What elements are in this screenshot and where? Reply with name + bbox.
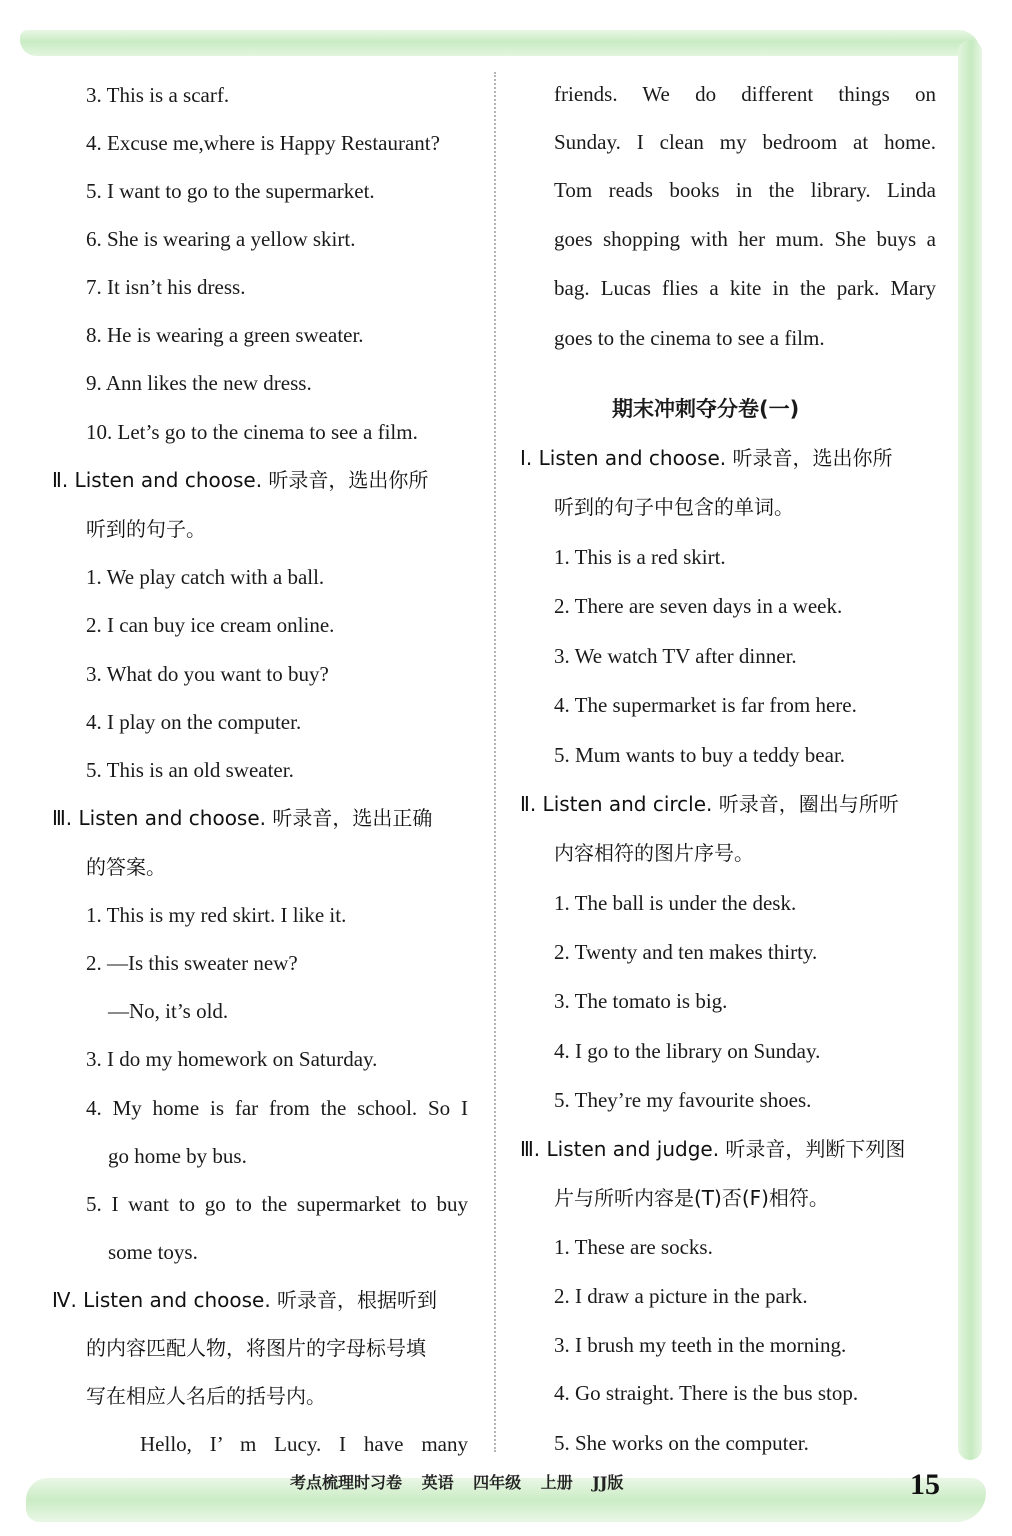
section-heading-continued: 内容相符的图片序号。	[554, 841, 754, 865]
list-item: 5. They’re my favourite shoes.	[554, 1088, 812, 1112]
list-item: some toys.	[108, 1240, 198, 1264]
section-heading-continued: 听到的句子。	[86, 517, 206, 541]
story-text: bag. Lucas flies a kite in the park. Mary	[554, 276, 936, 300]
footer-book-info: 考点梳理时习卷 英语 四年级 上册 JJ版	[290, 1473, 624, 1492]
list-item: 1. We play catch with a ball.	[86, 565, 325, 589]
list-item: 2. I can buy ice cream online.	[86, 613, 335, 637]
list-item: 3. We watch TV after dinner.	[554, 644, 797, 668]
list-item: 3. I do my homework on Saturday.	[86, 1047, 378, 1071]
list-item: 5. Mum wants to buy a teddy bear.	[554, 743, 846, 767]
section-heading: Ⅲ. Listen and choose. 听录音，选出正确	[52, 806, 433, 830]
list-item: 7. It isn’t his dress.	[86, 275, 246, 299]
decorative-top-border	[20, 30, 980, 56]
list-item: 4. My home is far from the school. So I	[86, 1096, 468, 1120]
story-text: Hello, I’ m Lucy. I have many	[140, 1432, 468, 1456]
list-item: 9. Ann likes the new dress.	[86, 371, 312, 395]
list-item: 1. These are socks.	[554, 1235, 713, 1259]
story-text: friends. We do different things on	[554, 82, 936, 106]
list-item: 4. The supermarket is far from here.	[554, 693, 857, 717]
section-heading: Ⅱ. Listen and choose. 听录音，选出你所	[52, 468, 429, 492]
column-divider	[494, 72, 496, 1452]
list-item: 4. I go to the library on Sunday.	[554, 1039, 821, 1063]
list-item: 5. This is an old sweater.	[86, 758, 294, 782]
section-heading-continued: 写在相应人名后的括号内。	[86, 1384, 326, 1408]
list-item: 5. She works on the computer.	[554, 1431, 809, 1455]
list-item: 4. Go straight. There is the bus stop.	[554, 1381, 859, 1405]
section-heading: Ⅱ. Listen and circle. 听录音，圈出与所听	[520, 792, 899, 816]
list-item: 2. I draw a picture in the park.	[554, 1284, 808, 1308]
list-item: 4. Excuse me,where is Happy Restaurant?	[86, 131, 440, 155]
list-item: 1. The ball is under the desk.	[554, 891, 797, 915]
story-text: goes shopping with her mum. She buys a	[554, 227, 936, 251]
story-text: goes to the cinema to see a film.	[554, 326, 825, 350]
list-item: 3. I brush my teeth in the morning.	[554, 1333, 847, 1357]
list-item: 5. I want to go to the supermarket.	[86, 179, 375, 203]
list-item: 2. Twenty and ten makes thirty.	[554, 940, 818, 964]
decorative-right-border	[958, 40, 982, 1460]
page-number: 15	[910, 1468, 940, 1501]
section-heading-continued: 片与所听内容是(T)否(F)相符。	[554, 1186, 829, 1210]
list-item: 2. There are seven days in a week.	[554, 594, 843, 618]
story-text: Sunday. I clean my bedroom at home.	[554, 130, 936, 154]
exam-title: 期末冲刺夺分卷(一)	[612, 397, 800, 421]
list-item: 1. This is my red skirt. I like it.	[86, 903, 347, 927]
section-heading: Ⅰ. Listen and choose. 听录音，选出你所	[520, 446, 893, 470]
list-item: 4. I play on the computer.	[86, 710, 302, 734]
section-heading-continued: 的内容匹配人物，将图片的字母标号填	[86, 1336, 426, 1360]
list-item: 10. Let’s go to the cinema to see a film.	[86, 420, 418, 444]
list-item: go home by bus.	[108, 1144, 247, 1168]
section-heading-continued: 听到的句子中包含的单词。	[554, 495, 794, 519]
section-heading: Ⅳ. Listen and choose. 听录音，根据听到	[52, 1288, 438, 1312]
list-item: 6. She is wearing a yellow skirt.	[86, 227, 356, 251]
list-item: 3. This is a scarf.	[86, 83, 230, 107]
section-heading: Ⅲ. Listen and judge. 听录音，判断下列图	[520, 1137, 906, 1161]
list-item: 3. The tomato is big.	[554, 989, 728, 1013]
list-item: —No, it’s old.	[108, 999, 229, 1023]
list-item: 2. —Is this sweater new?	[86, 951, 298, 975]
story-text: Tom reads books in the library. Linda	[554, 178, 936, 202]
list-item: 5. I want to go to the supermarket to buy	[86, 1192, 468, 1216]
list-item: 1. This is a red skirt.	[554, 545, 726, 569]
section-heading-continued: 的答案。	[86, 855, 166, 879]
list-item: 8. He is wearing a green sweater.	[86, 323, 364, 347]
list-item: 3. What do you want to buy?	[86, 662, 329, 686]
